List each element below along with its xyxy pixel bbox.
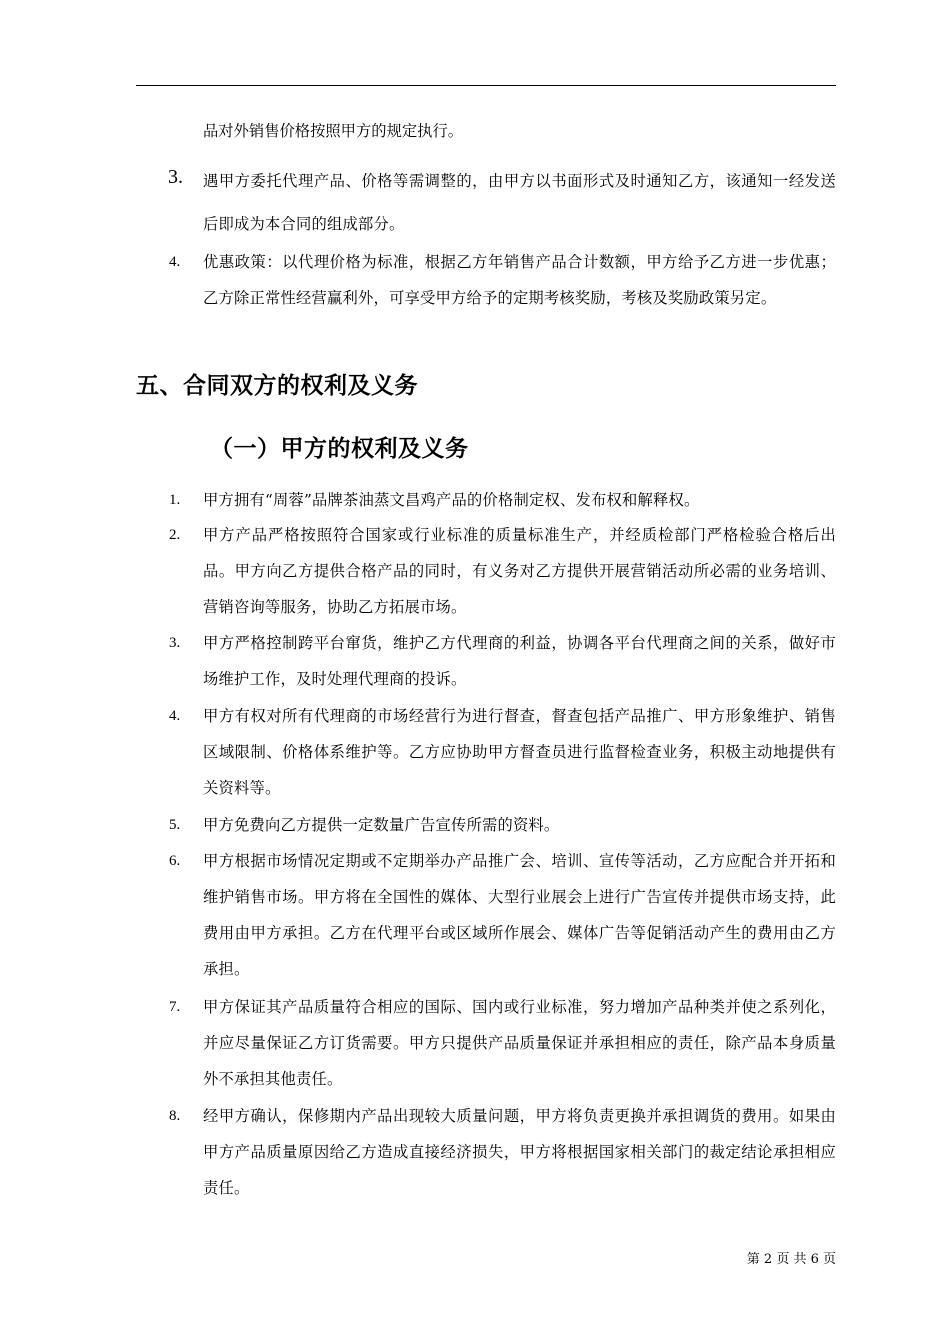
list-item-text: 甲方免费向乙方提供一定数量广告宣传所需的资料。 (203, 816, 560, 834)
subsection-heading: （一）甲方的权利及义务 (210, 436, 469, 462)
continuation-text: 品对外销售价格按照甲方的规定执行。 (203, 122, 464, 140)
list-number: 2. (169, 527, 181, 543)
list-item-text: 遇甲方委托代理产品、价格等需调整的，由甲方以书面形式及时通知乙方，该通知一经发送后即成为本合同的组成部分。 (203, 172, 836, 233)
list-number: 7. (169, 999, 181, 1015)
list-number: 5. (169, 817, 181, 833)
list-number: 8. (169, 1108, 181, 1124)
header-rule (136, 85, 836, 86)
page-number-footer: 第 2 页 共 6 页 (746, 1252, 836, 1267)
list-number: 4. (169, 254, 181, 270)
list-number: 6. (169, 853, 181, 869)
list-item-text: 甲方有权对所有代理商的市场经营行为进行督查，督查包括产品推广、甲方形象维护、销售区域限制、价格体系维护等。乙方应协助甲方督查员进行监督检查业务，积极主动地提供有关资料等。 (203, 707, 836, 797)
list-item-text: 甲方产品严格按照符合国家或行业标准的质量标准生产，并经质检部门严格检验合格后出品。甲方向乙方提供合格产品的同时，有义务对乙方提供开展营销活动所必需的业务培训、营销咨询等服务，协助乙方拓展市场。 (203, 526, 836, 616)
list-item-text: 甲方根据市场情况定期或不定期举办产品推广会、培训、宣传等活动，乙方应配合并开拓和维护销售市场。甲方将在全国性的媒体、大型行业展会上进行广告宣传并提供市场支持，此费用由甲方承担。乙方在代理平台或区域所作展会、媒体广告等促销活动产生的费用由乙方承担。 (203, 852, 836, 978)
list-item-text: 经甲方确认，保修期内产品出现较大质量问题，甲方将负责更换并承担调货的费用。如果由甲方产品质量原因给乙方造成直接经济损失，甲方将根据国家相关部门的裁定结论承担相应责任。 (203, 1107, 836, 1197)
list-number: 1. (169, 492, 181, 508)
section-heading: 五、合同双方的权利及义务 (136, 373, 418, 399)
list-item-text: 甲方拥有“周蓉”品牌茶油蒸文昌鸡产品的价格制定权、发布权和解释权。 (203, 491, 700, 509)
list-item-text: 甲方保证其产品质量符合相应的国际、国内或行业标准，努力增加产品种类并使之系列化，并应尽量保证乙方订货需要。甲方只提供产品质量保证并承担相应的责任，除产品本身质量外不承担其他责任。 (203, 998, 836, 1088)
list-item-text: 优惠政策：以代理价格为标准，根据乙方年销售产品合计数额，甲方给予乙方进一步优惠；乙方除正常性经营赢利外，可享受甲方给予的定期考核奖励，考核及奖励政策另定。 (203, 253, 836, 307)
list-number: 4. (169, 708, 181, 724)
list-number: 3. (168, 166, 183, 188)
list-number: 3. (169, 635, 181, 651)
list-item-text: 甲方严格控制跨平台窜货，维护乙方代理商的利益，协调各平台代理商之间的关系，做好市场维护工作，及时处理代理商的投诉。 (203, 634, 836, 688)
